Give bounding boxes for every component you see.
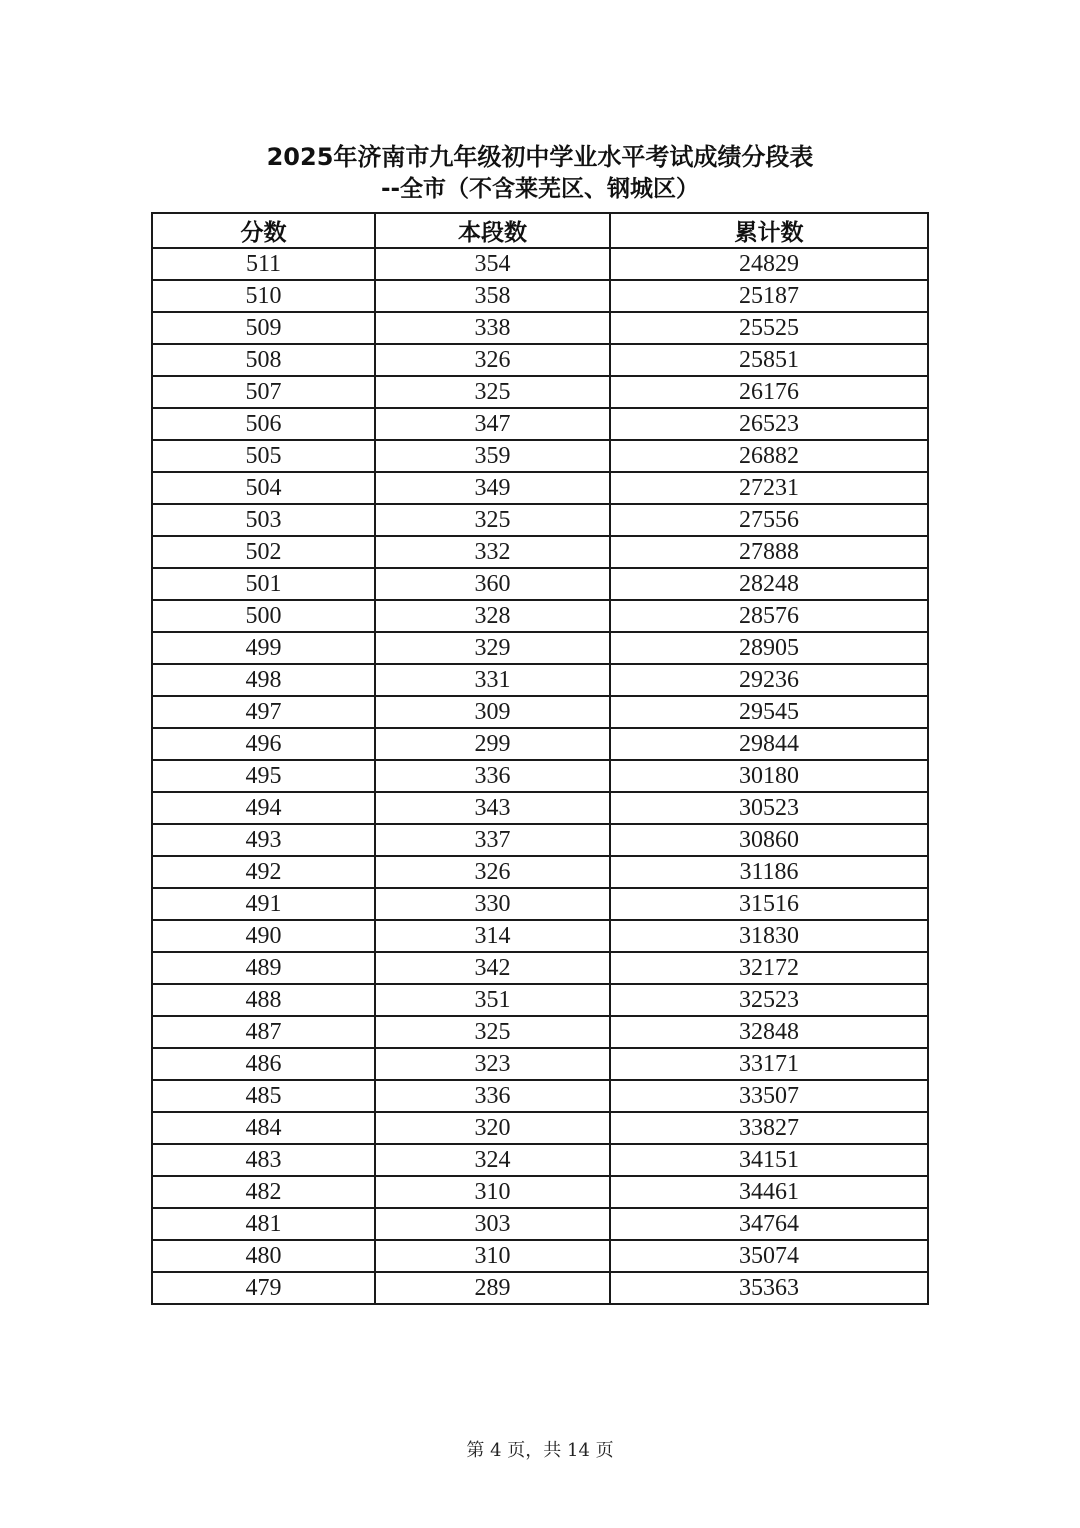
page-number: 第 4 页，共 14 页 [466,1440,614,1461]
cell-cumulative-count: 30860 [610,824,928,856]
cell-cumulative-count: 31186 [610,856,928,888]
cell-segment-count: 331 [375,664,610,696]
table-row [152,728,928,760]
cell-cumulative-count: 32848 [610,1016,928,1048]
table-row [152,504,928,536]
table-row [152,920,928,952]
table-row [152,1240,928,1272]
cell-segment-count: 310 [375,1240,610,1272]
cell-segment-count: 289 [375,1272,610,1304]
score-distribution-table [151,212,929,1305]
table-row [152,760,928,792]
cell-cumulative-count: 29844 [610,728,928,760]
cell-cumulative-count: 33827 [610,1112,928,1144]
cell-score: 501 [152,568,375,600]
table-row [152,1016,928,1048]
cell-score: 495 [152,760,375,792]
table-row [152,1176,928,1208]
cell-cumulative-count: 34764 [610,1208,928,1240]
cell-cumulative-count: 27888 [610,536,928,568]
cell-cumulative-count: 29236 [610,664,928,696]
cell-cumulative-count: 26176 [610,376,928,408]
cell-segment-count: 349 [375,472,610,504]
cell-segment-count: 328 [375,600,610,632]
table-row [152,1048,928,1080]
cell-score: 511 [152,248,375,280]
table-row [152,568,928,600]
cell-score: 509 [152,312,375,344]
cell-score: 487 [152,1016,375,1048]
table-row [152,536,928,568]
cell-segment-count: 323 [375,1048,610,1080]
cell-segment-count: 325 [375,376,610,408]
cell-score: 508 [152,344,375,376]
table-row [152,824,928,856]
table-body [152,248,928,1304]
table-row [152,1112,928,1144]
table-row [152,952,928,984]
table-row [152,1208,928,1240]
table-row [152,248,928,280]
cell-score: 488 [152,984,375,1016]
cell-segment-count: 329 [375,632,610,664]
cell-cumulative-count: 32523 [610,984,928,1016]
table-row [152,856,928,888]
cell-segment-count: 342 [375,952,610,984]
table-row [152,792,928,824]
cell-score: 494 [152,792,375,824]
cell-cumulative-count: 29545 [610,696,928,728]
cell-segment-count: 299 [375,728,610,760]
cell-segment-count: 326 [375,856,610,888]
table-row [152,344,928,376]
cell-score: 481 [152,1208,375,1240]
cell-cumulative-count: 34461 [610,1176,928,1208]
cell-score: 503 [152,504,375,536]
cell-segment-count: 354 [375,248,610,280]
table-row [152,1144,928,1176]
cell-segment-count: 325 [375,504,610,536]
header-score: 分数 [152,213,375,248]
cell-cumulative-count: 26523 [610,408,928,440]
cell-score: 499 [152,632,375,664]
cell-cumulative-count: 28905 [610,632,928,664]
table-row [152,376,928,408]
cell-cumulative-count: 30523 [610,792,928,824]
cell-score: 502 [152,536,375,568]
cell-score: 492 [152,856,375,888]
cell-segment-count: 326 [375,344,610,376]
cell-cumulative-count: 31830 [610,920,928,952]
table-row [152,472,928,504]
cell-score: 486 [152,1048,375,1080]
cell-segment-count: 320 [375,1112,610,1144]
cell-cumulative-count: 35074 [610,1240,928,1272]
table-row [152,1272,928,1304]
cell-score: 496 [152,728,375,760]
cell-score: 490 [152,920,375,952]
cell-segment-count: 337 [375,824,610,856]
header-cumulative-count: 累计数 [610,213,928,248]
table-row [152,408,928,440]
cell-segment-count: 314 [375,920,610,952]
table-row [152,664,928,696]
cell-score: 483 [152,1144,375,1176]
table-header-row [152,213,928,248]
cell-score: 507 [152,376,375,408]
cell-cumulative-count: 34151 [610,1144,928,1176]
cell-cumulative-count: 28576 [610,600,928,632]
cell-score: 498 [152,664,375,696]
cell-score: 493 [152,824,375,856]
table-row [152,1080,928,1112]
page-subtitle: --全市（不含莱芜区、钢城区） [380,176,700,202]
cell-segment-count: 325 [375,1016,610,1048]
cell-segment-count: 332 [375,536,610,568]
header-segment-count: 本段数 [375,213,610,248]
cell-segment-count: 338 [375,312,610,344]
cell-segment-count: 336 [375,760,610,792]
cell-segment-count: 347 [375,408,610,440]
cell-segment-count: 309 [375,696,610,728]
page-title: 2025年济南市九年级初中学业水平考试成绩分段表 [266,143,814,171]
cell-cumulative-count: 32172 [610,952,928,984]
cell-cumulative-count: 33507 [610,1080,928,1112]
cell-score: 484 [152,1112,375,1144]
cell-score: 497 [152,696,375,728]
cell-segment-count: 351 [375,984,610,1016]
cell-segment-count: 358 [375,280,610,312]
cell-score: 489 [152,952,375,984]
cell-score: 505 [152,440,375,472]
table-row [152,312,928,344]
cell-segment-count: 324 [375,1144,610,1176]
cell-score: 491 [152,888,375,920]
table-row [152,600,928,632]
cell-cumulative-count: 25525 [610,312,928,344]
table-row [152,696,928,728]
cell-cumulative-count: 26882 [610,440,928,472]
cell-cumulative-count: 27556 [610,504,928,536]
cell-segment-count: 360 [375,568,610,600]
cell-segment-count: 343 [375,792,610,824]
table-row [152,280,928,312]
cell-score: 485 [152,1080,375,1112]
cell-segment-count: 310 [375,1176,610,1208]
cell-cumulative-count: 33171 [610,1048,928,1080]
cell-score: 480 [152,1240,375,1272]
cell-cumulative-count: 25851 [610,344,928,376]
table-row [152,984,928,1016]
table-row [152,440,928,472]
cell-score: 510 [152,280,375,312]
cell-score: 506 [152,408,375,440]
cell-cumulative-count: 31516 [610,888,928,920]
cell-cumulative-count: 35363 [610,1272,928,1304]
cell-score: 479 [152,1272,375,1304]
cell-score: 504 [152,472,375,504]
cell-segment-count: 359 [375,440,610,472]
cell-segment-count: 330 [375,888,610,920]
cell-cumulative-count: 30180 [610,760,928,792]
table-row [152,888,928,920]
cell-cumulative-count: 24829 [610,248,928,280]
cell-cumulative-count: 25187 [610,280,928,312]
cell-score: 482 [152,1176,375,1208]
cell-cumulative-count: 27231 [610,472,928,504]
cell-segment-count: 303 [375,1208,610,1240]
table-row [152,632,928,664]
cell-segment-count: 336 [375,1080,610,1112]
cell-score: 500 [152,600,375,632]
cell-cumulative-count: 28248 [610,568,928,600]
